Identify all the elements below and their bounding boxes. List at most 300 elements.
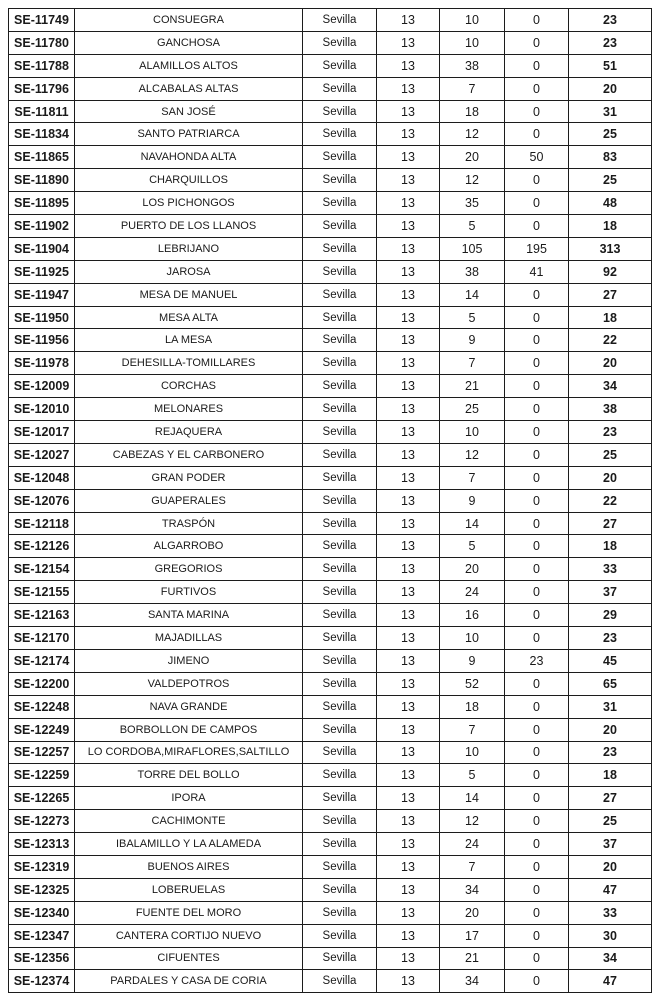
value-a-cell: 13 [377, 215, 440, 238]
name-cell: DEHESILLA-TOMILLARES [75, 352, 303, 375]
value-b-cell: 7 [440, 352, 505, 375]
name-cell: MAJADILLAS [75, 627, 303, 650]
table-row [9, 54, 652, 77]
total-cell: 33 [569, 558, 652, 581]
table-row [9, 398, 652, 421]
code-cell: SE-12249 [9, 718, 75, 741]
value-c-cell: 0 [505, 54, 569, 77]
value-b-cell: 5 [440, 535, 505, 558]
value-c-cell: 0 [505, 901, 569, 924]
value-c-cell: 0 [505, 810, 569, 833]
total-cell: 27 [569, 283, 652, 306]
value-a-cell: 13 [377, 787, 440, 810]
province-cell: Sevilla [303, 398, 377, 421]
province-cell: Sevilla [303, 855, 377, 878]
province-cell: Sevilla [303, 627, 377, 650]
total-cell: 37 [569, 581, 652, 604]
code-cell: SE-12009 [9, 375, 75, 398]
total-cell: 31 [569, 695, 652, 718]
code-cell: SE-12154 [9, 558, 75, 581]
table-row [9, 306, 652, 329]
name-cell: IBALAMILLO Y LA ALAMEDA [75, 833, 303, 856]
value-c-cell: 0 [505, 627, 569, 650]
province-cell: Sevilla [303, 54, 377, 77]
name-cell: ALGARROBO [75, 535, 303, 558]
table-row [9, 901, 652, 924]
total-cell: 27 [569, 787, 652, 810]
province-cell: Sevilla [303, 237, 377, 260]
code-cell: SE-12017 [9, 421, 75, 444]
code-cell: SE-12170 [9, 627, 75, 650]
value-c-cell: 0 [505, 558, 569, 581]
name-cell: CHARQUILLOS [75, 169, 303, 192]
total-cell: 23 [569, 31, 652, 54]
value-a-cell: 13 [377, 833, 440, 856]
code-cell: SE-12155 [9, 581, 75, 604]
code-cell: SE-12325 [9, 878, 75, 901]
value-a-cell: 13 [377, 352, 440, 375]
name-cell: ALCABALAS ALTAS [75, 77, 303, 100]
total-cell: 20 [569, 718, 652, 741]
value-a-cell: 13 [377, 535, 440, 558]
province-cell: Sevilla [303, 31, 377, 54]
code-cell: SE-11947 [9, 283, 75, 306]
value-a-cell: 13 [377, 54, 440, 77]
value-b-cell: 10 [440, 627, 505, 650]
code-cell: SE-12118 [9, 512, 75, 535]
value-c-cell: 0 [505, 947, 569, 970]
value-b-cell: 35 [440, 192, 505, 215]
code-cell: SE-11865 [9, 146, 75, 169]
name-cell: PUERTO DE LOS LLANOS [75, 215, 303, 238]
value-c-cell: 0 [505, 581, 569, 604]
value-a-cell: 13 [377, 810, 440, 833]
value-c-cell: 0 [505, 375, 569, 398]
total-cell: 20 [569, 855, 652, 878]
table-row [9, 833, 652, 856]
code-cell: SE-11780 [9, 31, 75, 54]
total-cell: 25 [569, 443, 652, 466]
value-c-cell: 0 [505, 695, 569, 718]
value-c-cell: 0 [505, 855, 569, 878]
table-row [9, 970, 652, 993]
value-a-cell: 13 [377, 306, 440, 329]
total-cell: 18 [569, 215, 652, 238]
code-cell: SE-12248 [9, 695, 75, 718]
province-cell: Sevilla [303, 77, 377, 100]
total-cell: 313 [569, 237, 652, 260]
table-row [9, 672, 652, 695]
table-row [9, 146, 652, 169]
province-cell: Sevilla [303, 489, 377, 512]
province-cell: Sevilla [303, 352, 377, 375]
value-a-cell: 13 [377, 970, 440, 993]
code-cell: SE-12048 [9, 466, 75, 489]
code-cell: SE-11895 [9, 192, 75, 215]
province-cell: Sevilla [303, 466, 377, 489]
total-cell: 25 [569, 169, 652, 192]
value-c-cell: 0 [505, 421, 569, 444]
province-cell: Sevilla [303, 9, 377, 32]
name-cell: VALDEPOTROS [75, 672, 303, 695]
name-cell: LOBERUELAS [75, 878, 303, 901]
value-b-cell: 12 [440, 169, 505, 192]
name-cell: LO CORDOBA,MIRAFLORES,SALTILLO [75, 741, 303, 764]
value-a-cell: 13 [377, 443, 440, 466]
total-cell: 23 [569, 9, 652, 32]
province-cell: Sevilla [303, 146, 377, 169]
value-a-cell: 13 [377, 169, 440, 192]
value-b-cell: 14 [440, 283, 505, 306]
code-cell: SE-11902 [9, 215, 75, 238]
province-cell: Sevilla [303, 810, 377, 833]
value-a-cell: 13 [377, 581, 440, 604]
value-b-cell: 5 [440, 215, 505, 238]
value-b-cell: 16 [440, 604, 505, 627]
name-cell: BUENOS AIRES [75, 855, 303, 878]
value-b-cell: 12 [440, 443, 505, 466]
table-body [9, 9, 652, 993]
value-c-cell: 0 [505, 489, 569, 512]
table-row [9, 787, 652, 810]
total-cell: 23 [569, 421, 652, 444]
code-cell: SE-12319 [9, 855, 75, 878]
code-cell: SE-12257 [9, 741, 75, 764]
table-row [9, 512, 652, 535]
table-row [9, 421, 652, 444]
code-cell: SE-12200 [9, 672, 75, 695]
name-cell: GREGORIOS [75, 558, 303, 581]
value-b-cell: 52 [440, 672, 505, 695]
code-cell: SE-12374 [9, 970, 75, 993]
value-a-cell: 13 [377, 398, 440, 421]
value-c-cell: 0 [505, 466, 569, 489]
province-cell: Sevilla [303, 123, 377, 146]
value-b-cell: 20 [440, 146, 505, 169]
table-row [9, 237, 652, 260]
table-row [9, 123, 652, 146]
value-a-cell: 13 [377, 627, 440, 650]
code-cell: SE-11978 [9, 352, 75, 375]
table-row [9, 535, 652, 558]
value-b-cell: 10 [440, 31, 505, 54]
table-row [9, 77, 652, 100]
value-b-cell: 38 [440, 54, 505, 77]
value-a-cell: 13 [377, 558, 440, 581]
name-cell: MESA DE MANUEL [75, 283, 303, 306]
value-c-cell: 50 [505, 146, 569, 169]
code-cell: SE-12126 [9, 535, 75, 558]
value-a-cell: 13 [377, 718, 440, 741]
total-cell: 51 [569, 54, 652, 77]
province-cell: Sevilla [303, 764, 377, 787]
value-b-cell: 7 [440, 855, 505, 878]
value-b-cell: 10 [440, 9, 505, 32]
name-cell: TORRE DEL BOLLO [75, 764, 303, 787]
value-a-cell: 13 [377, 741, 440, 764]
value-b-cell: 10 [440, 421, 505, 444]
value-b-cell: 18 [440, 100, 505, 123]
total-cell: 18 [569, 535, 652, 558]
table-row [9, 283, 652, 306]
value-a-cell: 13 [377, 924, 440, 947]
value-c-cell: 0 [505, 31, 569, 54]
table-row [9, 192, 652, 215]
value-b-cell: 9 [440, 489, 505, 512]
province-cell: Sevilla [303, 741, 377, 764]
total-cell: 20 [569, 77, 652, 100]
code-cell: SE-12356 [9, 947, 75, 970]
value-a-cell: 13 [377, 489, 440, 512]
province-cell: Sevilla [303, 443, 377, 466]
province-cell: Sevilla [303, 100, 377, 123]
value-a-cell: 13 [377, 855, 440, 878]
table-row [9, 855, 652, 878]
table-row [9, 764, 652, 787]
table-row [9, 329, 652, 352]
total-cell: 45 [569, 649, 652, 672]
value-c-cell: 0 [505, 443, 569, 466]
total-cell: 23 [569, 627, 652, 650]
province-cell: Sevilla [303, 672, 377, 695]
code-cell: SE-12265 [9, 787, 75, 810]
code-cell: SE-11749 [9, 9, 75, 32]
total-cell: 34 [569, 947, 652, 970]
total-cell: 34 [569, 375, 652, 398]
table-row [9, 878, 652, 901]
province-cell: Sevilla [303, 512, 377, 535]
province-cell: Sevilla [303, 924, 377, 947]
name-cell: CABEZAS Y EL CARBONERO [75, 443, 303, 466]
table-row [9, 260, 652, 283]
name-cell: NAVA GRANDE [75, 695, 303, 718]
name-cell: TRASPÓN [75, 512, 303, 535]
name-cell: PARDALES Y CASA DE CORIA [75, 970, 303, 993]
value-b-cell: 105 [440, 237, 505, 260]
code-cell: SE-12313 [9, 833, 75, 856]
total-cell: 22 [569, 329, 652, 352]
total-cell: 47 [569, 878, 652, 901]
province-cell: Sevilla [303, 878, 377, 901]
name-cell: NAVAHONDA ALTA [75, 146, 303, 169]
province-cell: Sevilla [303, 718, 377, 741]
value-c-cell: 0 [505, 535, 569, 558]
value-b-cell: 21 [440, 947, 505, 970]
name-cell: IPORA [75, 787, 303, 810]
province-cell: Sevilla [303, 192, 377, 215]
value-b-cell: 38 [440, 260, 505, 283]
value-b-cell: 17 [440, 924, 505, 947]
total-cell: 47 [569, 970, 652, 993]
value-a-cell: 13 [377, 283, 440, 306]
province-cell: Sevilla [303, 169, 377, 192]
value-c-cell: 0 [505, 970, 569, 993]
value-c-cell: 0 [505, 833, 569, 856]
name-cell: MESA ALTA [75, 306, 303, 329]
code-cell: SE-12347 [9, 924, 75, 947]
province-cell: Sevilla [303, 375, 377, 398]
name-cell: CORCHAS [75, 375, 303, 398]
value-b-cell: 18 [440, 695, 505, 718]
value-b-cell: 7 [440, 77, 505, 100]
name-cell: JIMENO [75, 649, 303, 672]
value-b-cell: 7 [440, 466, 505, 489]
table-row [9, 810, 652, 833]
value-c-cell: 0 [505, 672, 569, 695]
value-a-cell: 13 [377, 512, 440, 535]
total-cell: 25 [569, 810, 652, 833]
province-cell: Sevilla [303, 535, 377, 558]
name-cell: CACHIMONTE [75, 810, 303, 833]
code-cell: SE-12076 [9, 489, 75, 512]
province-cell: Sevilla [303, 833, 377, 856]
value-a-cell: 13 [377, 672, 440, 695]
table-row [9, 627, 652, 650]
name-cell: GANCHOSA [75, 31, 303, 54]
value-c-cell: 195 [505, 237, 569, 260]
province-cell: Sevilla [303, 649, 377, 672]
value-c-cell: 0 [505, 283, 569, 306]
total-cell: 27 [569, 512, 652, 535]
value-b-cell: 34 [440, 970, 505, 993]
table-row [9, 100, 652, 123]
value-c-cell: 0 [505, 306, 569, 329]
value-b-cell: 9 [440, 649, 505, 672]
table-row [9, 947, 652, 970]
value-a-cell: 13 [377, 375, 440, 398]
name-cell: REJAQUERA [75, 421, 303, 444]
value-c-cell: 0 [505, 123, 569, 146]
value-c-cell: 41 [505, 260, 569, 283]
province-cell: Sevilla [303, 970, 377, 993]
total-cell: 37 [569, 833, 652, 856]
province-cell: Sevilla [303, 787, 377, 810]
name-cell: GRAN PODER [75, 466, 303, 489]
value-c-cell: 0 [505, 764, 569, 787]
value-c-cell: 0 [505, 718, 569, 741]
table-row [9, 31, 652, 54]
code-cell: SE-11834 [9, 123, 75, 146]
value-b-cell: 25 [440, 398, 505, 421]
table-row [9, 718, 652, 741]
value-a-cell: 13 [377, 901, 440, 924]
total-cell: 20 [569, 466, 652, 489]
value-b-cell: 20 [440, 901, 505, 924]
value-b-cell: 12 [440, 123, 505, 146]
value-b-cell: 10 [440, 741, 505, 764]
name-cell: FURTIVOS [75, 581, 303, 604]
value-b-cell: 34 [440, 878, 505, 901]
province-cell: Sevilla [303, 947, 377, 970]
value-c-cell: 0 [505, 215, 569, 238]
total-cell: 65 [569, 672, 652, 695]
value-c-cell: 0 [505, 787, 569, 810]
total-cell: 22 [569, 489, 652, 512]
total-cell: 23 [569, 741, 652, 764]
value-a-cell: 13 [377, 237, 440, 260]
value-a-cell: 13 [377, 31, 440, 54]
table-row [9, 695, 652, 718]
name-cell: LEBRIJANO [75, 237, 303, 260]
province-cell: Sevilla [303, 283, 377, 306]
code-cell: SE-12273 [9, 810, 75, 833]
value-a-cell: 13 [377, 260, 440, 283]
table-row [9, 375, 652, 398]
province-cell: Sevilla [303, 421, 377, 444]
name-cell: LA MESA [75, 329, 303, 352]
table-row [9, 924, 652, 947]
name-cell: CIFUENTES [75, 947, 303, 970]
total-cell: 92 [569, 260, 652, 283]
table-row [9, 215, 652, 238]
value-c-cell: 0 [505, 398, 569, 421]
code-cell: SE-11890 [9, 169, 75, 192]
table-row [9, 604, 652, 627]
name-cell: SAN JOSÉ [75, 100, 303, 123]
value-b-cell: 14 [440, 512, 505, 535]
value-c-cell: 0 [505, 924, 569, 947]
total-cell: 83 [569, 146, 652, 169]
code-cell: SE-12259 [9, 764, 75, 787]
name-cell: JAROSA [75, 260, 303, 283]
code-cell: SE-11956 [9, 329, 75, 352]
code-cell: SE-12174 [9, 649, 75, 672]
value-a-cell: 13 [377, 421, 440, 444]
value-b-cell: 5 [440, 764, 505, 787]
value-b-cell: 14 [440, 787, 505, 810]
value-c-cell: 0 [505, 741, 569, 764]
value-b-cell: 5 [440, 306, 505, 329]
province-cell: Sevilla [303, 329, 377, 352]
name-cell: ALAMILLOS ALTOS [75, 54, 303, 77]
total-cell: 48 [569, 192, 652, 215]
value-a-cell: 13 [377, 9, 440, 32]
value-a-cell: 13 [377, 123, 440, 146]
province-cell: Sevilla [303, 581, 377, 604]
province-cell: Sevilla [303, 306, 377, 329]
table-row [9, 9, 652, 32]
code-cell: SE-11950 [9, 306, 75, 329]
total-cell: 18 [569, 306, 652, 329]
province-cell: Sevilla [303, 901, 377, 924]
code-cell: SE-12027 [9, 443, 75, 466]
total-cell: 18 [569, 764, 652, 787]
code-cell: SE-12010 [9, 398, 75, 421]
value-c-cell: 0 [505, 192, 569, 215]
code-cell: SE-12340 [9, 901, 75, 924]
table-row [9, 581, 652, 604]
value-b-cell: 9 [440, 329, 505, 352]
value-c-cell: 0 [505, 169, 569, 192]
total-cell: 30 [569, 924, 652, 947]
province-cell: Sevilla [303, 604, 377, 627]
table-row [9, 169, 652, 192]
value-b-cell: 7 [440, 718, 505, 741]
value-a-cell: 13 [377, 77, 440, 100]
province-cell: Sevilla [303, 695, 377, 718]
value-c-cell: 0 [505, 9, 569, 32]
value-b-cell: 12 [440, 810, 505, 833]
code-cell: SE-12163 [9, 604, 75, 627]
value-b-cell: 21 [440, 375, 505, 398]
value-a-cell: 13 [377, 146, 440, 169]
data-table [8, 8, 652, 993]
value-a-cell: 13 [377, 329, 440, 352]
province-cell: Sevilla [303, 260, 377, 283]
value-c-cell: 0 [505, 329, 569, 352]
code-cell: SE-11904 [9, 237, 75, 260]
value-c-cell: 0 [505, 604, 569, 627]
